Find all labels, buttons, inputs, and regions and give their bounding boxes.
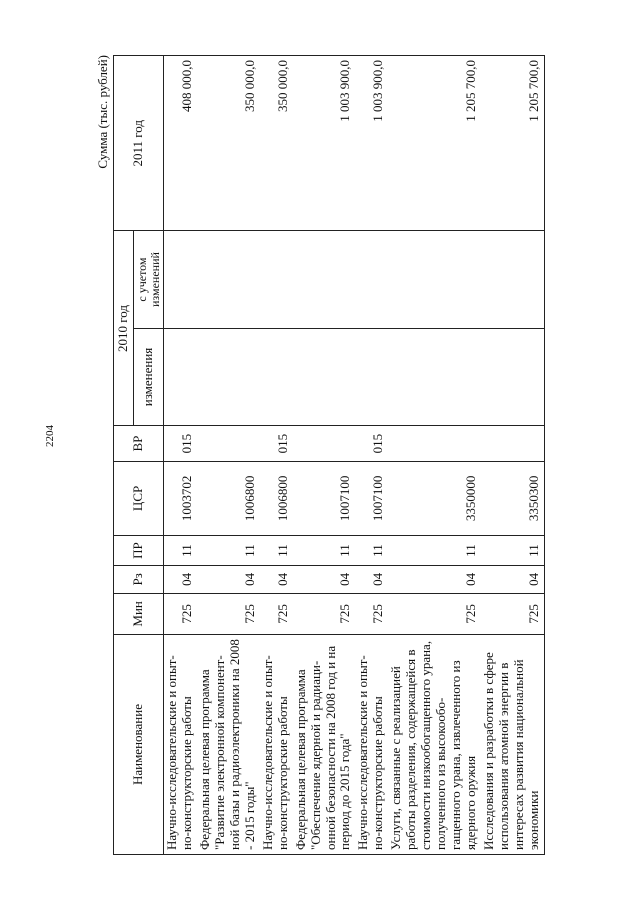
row-with-changes <box>197 231 260 328</box>
row-vr: 015 <box>355 426 388 461</box>
header-min: Мин <box>114 593 164 634</box>
row-pr: 11 <box>355 536 388 566</box>
header-csr: ЦСР <box>114 461 164 535</box>
row-csr: 3350300 <box>481 461 544 535</box>
row-rz: 04 <box>164 566 197 594</box>
header-changes: изменения <box>133 328 163 426</box>
row-name: Услуги, связанные с реализацией работы разделения, содержащейся в стоимости низкообогащенного урана, полученного из высокообо-гащенного урана, извлеченного из ядерного оружия <box>388 635 481 855</box>
row-min: 725 <box>197 593 260 634</box>
row-pr: 11 <box>260 536 293 566</box>
row-changes <box>164 328 197 426</box>
row-with-changes <box>355 231 388 328</box>
table-row <box>481 56 544 855</box>
row-vr <box>388 426 481 461</box>
row-2011: 408 000,0 <box>164 56 197 231</box>
row-rz: 04 <box>388 566 481 594</box>
row-2011: 1 205 700,0 <box>388 56 481 231</box>
row-pr: 11 <box>481 536 544 566</box>
row-min: 725 <box>388 593 481 634</box>
row-name: Научно-исследовательские и опыт-но-конструкторские работы <box>260 635 293 855</box>
row-with-changes <box>260 231 293 328</box>
row-name: Федеральная целевая программа "Обеспечение ядерной и радиаци-онной безопасности на 2008 год и на период до 2015 года" <box>293 635 356 855</box>
table-header <box>114 56 164 855</box>
row-csr: 1007100 <box>293 461 356 535</box>
row-rz: 04 <box>293 566 356 594</box>
header-name: Наименование <box>114 635 164 855</box>
row-changes <box>355 328 388 426</box>
table-row <box>355 56 388 855</box>
row-with-changes <box>481 231 544 328</box>
page-number: 2204 <box>44 425 56 447</box>
row-pr: 11 <box>164 536 197 566</box>
row-min: 725 <box>260 593 293 634</box>
row-rz: 04 <box>197 566 260 594</box>
row-min: 725 <box>481 593 544 634</box>
row-name: Федеральная целевая программа "Развитие электронной компонент-ной базы и радиоэлектроники на 2008 - 2015 годы" <box>197 635 260 855</box>
row-csr: 1003702 <box>164 461 197 535</box>
row-min: 725 <box>355 593 388 634</box>
table-row <box>293 56 356 855</box>
header-pr: ПР <box>114 536 164 566</box>
row-vr <box>197 426 260 461</box>
budget-table <box>113 55 545 855</box>
table-row <box>164 56 197 855</box>
row-name: Научно-исследовательские и опыт-но-конструкторские работы <box>355 635 388 855</box>
table-body <box>164 56 545 855</box>
row-changes <box>388 328 481 426</box>
row-pr: 11 <box>388 536 481 566</box>
row-vr <box>293 426 356 461</box>
row-with-changes <box>293 231 356 328</box>
row-changes <box>197 328 260 426</box>
table-row <box>388 56 481 855</box>
header-vr: ВР <box>114 426 164 461</box>
row-min: 725 <box>164 593 197 634</box>
header-with-changes: с учетом изменений <box>133 231 163 328</box>
row-name: Научно-исследовательские и опыт-но-конструкторские работы <box>164 635 197 855</box>
row-csr: 1006800 <box>197 461 260 535</box>
row-name: Исследования и разработки в сфере использования атомной энергии в интересах развития национальной экономики <box>481 635 544 855</box>
table-row <box>260 56 293 855</box>
row-changes <box>260 328 293 426</box>
row-vr <box>481 426 544 461</box>
row-rz: 04 <box>481 566 544 594</box>
row-2011: 350 000,0 <box>197 56 260 231</box>
row-vr: 015 <box>164 426 197 461</box>
row-changes <box>293 328 356 426</box>
row-with-changes <box>164 231 197 328</box>
row-with-changes <box>388 231 481 328</box>
row-csr: 1007100 <box>355 461 388 535</box>
budget-sheet <box>95 55 615 855</box>
unit-caption: Сумма (тыс. рублей) <box>95 55 110 169</box>
table-row <box>197 56 260 855</box>
header-year-2010: 2010 год <box>114 231 134 426</box>
header-year-2011: 2011 год <box>114 56 164 231</box>
row-min: 725 <box>293 593 356 634</box>
row-vr: 015 <box>260 426 293 461</box>
row-changes <box>481 328 544 426</box>
row-csr: 3350000 <box>388 461 481 535</box>
row-2011: 350 000,0 <box>260 56 293 231</box>
row-2011: 1 003 900,0 <box>293 56 356 231</box>
row-pr: 11 <box>293 536 356 566</box>
row-2011: 1 003 900,0 <box>355 56 388 231</box>
row-rz: 04 <box>260 566 293 594</box>
row-pr: 11 <box>197 536 260 566</box>
row-csr: 1006800 <box>260 461 293 535</box>
row-rz: 04 <box>355 566 388 594</box>
row-2011: 1 205 700,0 <box>481 56 544 231</box>
header-rz: Рз <box>114 566 164 594</box>
